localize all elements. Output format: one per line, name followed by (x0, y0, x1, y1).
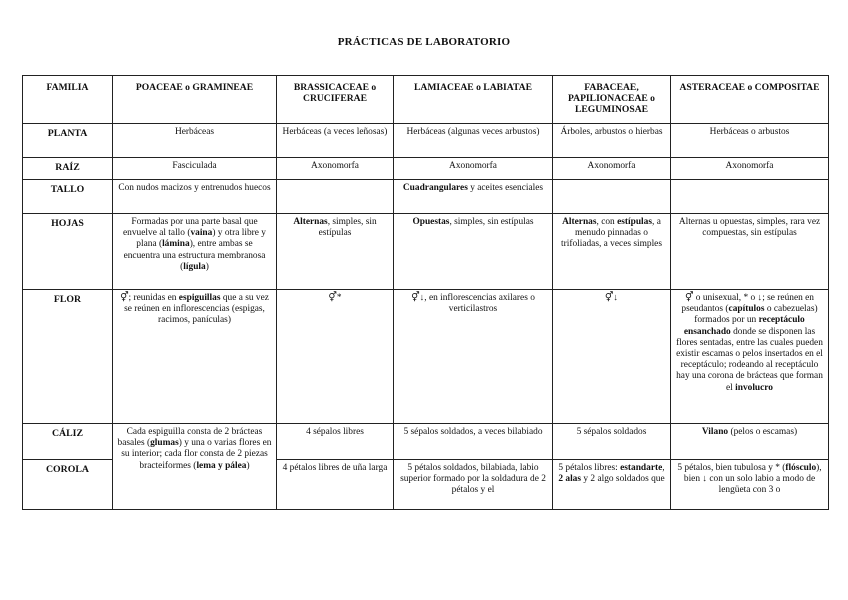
hojas-poaceae-text-1: Formadas por una parte basal que envuelve al tallo ( (123, 217, 258, 239)
row-caliz (23, 424, 829, 460)
cell-corola-lamiaceae: 5 pétalos soldados, bilabiada, labio superior formado por la soldadura de 2 pétalos y el (394, 460, 553, 510)
row-flor (23, 290, 829, 424)
cell-hojas-lamiaceae (394, 214, 553, 290)
flor-asteraceae-text-3: donde se disponen las flores sentadas, entre las cuales pueden existir escamas o pelos insertados en el receptáculo; rodeando al receptáculo hay una corona de brácteas que forman el (676, 326, 823, 393)
corola-asteraceae-text-2: ), bien ↓ con un solo labio a modo de lengüeta con 3 o (683, 463, 822, 496)
cell-tallo-poaceae: Con nudos macizos y entrenudos huecos (113, 180, 277, 214)
header-brassicaceae: BRASSICACEAE o CRUCIFERAE (277, 76, 394, 124)
row-label-planta: PLANTA (23, 124, 113, 158)
cell-caliz-lamiaceae: 5 sépalos soldados, a veces bilabiado (394, 424, 553, 460)
header-fabaceae: FABACEAE, PAPILIONACEAE o LEGUMINOSAE (553, 76, 671, 124)
header-familia: FAMILIA (23, 76, 113, 124)
hojas-lamiaceae-bold: Opuestas (412, 217, 450, 227)
cell-tallo-brassicaceae (277, 180, 394, 214)
flor-asteraceae-bold-2: receptáculo ensanchado (683, 315, 805, 337)
cell-tallo-lamiaceae (394, 180, 553, 214)
row-raiz (23, 158, 829, 180)
cell-raiz-lamiaceae: Axonomorfa (394, 158, 553, 180)
corola-fabaceae-text-1: 5 pétalos libres: (558, 463, 621, 473)
flor-poaceae-bold-1: espiguillas (178, 293, 221, 303)
cell-planta-lamiaceae: Herbáceas (algunas veces arbustos) (394, 124, 553, 158)
hojas-fabaceae-text-2: , a menudo pinnadas o trifoliadas, a veces simples (560, 217, 662, 250)
hojas-poaceae-text-4: ) (205, 261, 209, 272)
cell-hojas-brassicaceae (277, 214, 394, 290)
cell-hojas-fabaceae (553, 214, 671, 290)
cell-tallo-fabaceae (553, 180, 671, 214)
hojas-poaceae-bold-3: lígula (183, 261, 206, 272)
hojas-poaceae-text-3: ), entre ambas se encuentra una estructura membranosa ( (123, 239, 266, 272)
caliz-poaceae-text-1: Cada espiguilla consta de 2 brácteas basales ( (117, 427, 263, 449)
row-label-corola: COROLA (23, 460, 113, 510)
corola-fabaceae-text-2: , (662, 463, 665, 473)
cell-planta-asteraceae: Herbáceas o arbustos (671, 124, 829, 158)
tallo-lamiaceae-text: y aceites esenciales (467, 183, 544, 193)
flor-asteraceae-bold-1: capítulos (728, 304, 765, 315)
row-planta (23, 124, 829, 158)
cell-hojas-poaceae (113, 214, 277, 290)
cell-hojas-asteraceae: Alternas u opuestas, simples, rara vez compuestas, sin estípulas (671, 214, 829, 290)
cell-caliz-brassicaceae: 4 sépalos libres (277, 424, 394, 460)
caliz-poaceae-text-3: ) (246, 460, 250, 471)
row-label-hojas: HOJAS (23, 214, 113, 290)
page-title: PRÁCTICAS DE LABORATORIO (337, 36, 511, 48)
cell-raiz-fabaceae: Axonomorfa (553, 158, 671, 180)
header-asteraceae: ASTERACEAE o COMPOSITAE (671, 76, 829, 124)
hojas-fabaceae-bold-1: Alternas (562, 217, 597, 227)
flor-asteraceae-bold-3: involucro (735, 382, 773, 393)
hojas-lamiaceae-text: , simples, sin estípulas (449, 217, 534, 227)
hojas-brassicaceae-text: , simples, sin estípulas (318, 217, 377, 239)
cell-planta-fabaceae: Árboles, arbustos o hierbas (553, 124, 671, 158)
hojas-poaceae-text-2: ) y otra libre y plana ( (136, 228, 266, 250)
cell-corola-fabaceae (553, 460, 671, 510)
tallo-lamiaceae-bold: Cuadrangulares (402, 183, 468, 193)
cell-caliz-fabaceae: 5 sépalos soldados (553, 424, 671, 460)
cell-flor-fabaceae: ⚥↓ (553, 290, 671, 424)
header-poaceae: POACEAE o GRAMINEAE (113, 76, 277, 124)
cell-raiz-asteraceae: Axonomorfa (671, 158, 829, 180)
corola-asteraceae-text-1: 5 pétalos, bien tubulosa y * ( (677, 463, 786, 473)
caliz-poaceae-text-2: ) y una o varias flores en su interior; cada flor consta de 2 piezas bracteiformes ( (121, 438, 272, 471)
cell-caliz-asteraceae (671, 424, 829, 460)
flor-asteraceae-text-1: ⚥ o unisexual, * o ↓; se reúnen en pseudantos ( (681, 293, 814, 315)
row-hojas (23, 214, 829, 290)
flor-poaceae-text-1: ⚥; reunidas en (120, 293, 179, 303)
corola-fabaceae-text-3: y 2 algo soldados que (581, 474, 665, 485)
cell-planta-brassicaceae: Herbáceas (a veces leñosas) (277, 124, 394, 158)
hojas-poaceae-bold-2: lámina (162, 239, 190, 250)
cell-tallo-asteraceae (671, 180, 829, 214)
cell-flor-lamiaceae: ⚥↓, en inflorescencias axilares o verticilastros (394, 290, 553, 424)
caliz-asteraceae-bold: Vilano (701, 427, 729, 437)
corola-asteraceae-bold-1: flósculo (785, 463, 817, 473)
cell-raiz-brassicaceae: Axonomorfa (277, 158, 394, 180)
cell-corola-brassicaceae: 4 pétalos libres de uña larga (277, 460, 394, 510)
flor-asteraceae-text-2: o cabezuelas) formados por un (694, 304, 818, 326)
cell-flor-asteraceae (671, 290, 829, 424)
families-table (22, 75, 829, 510)
caliz-poaceae-bold-2: lema y pálea (196, 460, 247, 471)
hojas-fabaceae-bold-2: estípulas (617, 217, 652, 227)
corola-fabaceae-bold-2: 2 alas (558, 474, 582, 485)
hojas-poaceae-bold-1: vaina (190, 228, 213, 239)
row-tallo (23, 180, 829, 214)
row-label-caliz: CÁLIZ (23, 424, 113, 460)
caliz-asteraceae-text: (pelos o escamas) (728, 427, 798, 437)
row-label-tallo: TALLO (23, 180, 113, 214)
corola-fabaceae-bold-1: estandarte (620, 463, 663, 473)
cell-flor-poaceae (113, 290, 277, 424)
header-row (23, 76, 829, 124)
hojas-brassicaceae-bold: Alternas (293, 217, 328, 227)
cell-raiz-poaceae: Fasciculada (113, 158, 277, 180)
cell-planta-poaceae: Herbáceas (113, 124, 277, 158)
header-lamiaceae: LAMIACEAE o LABIATAE (394, 76, 553, 124)
hojas-fabaceae-text-1: , con (596, 217, 618, 227)
row-label-flor: FLOR (23, 290, 113, 424)
cell-flor-brassicaceae: ⚥* (277, 290, 394, 424)
caliz-poaceae-bold-1: glumas (150, 438, 179, 449)
row-label-raiz: RAÍZ (23, 158, 113, 180)
flor-poaceae-text-2: que a su vez se reúnen en inflorescencias (espigas, racimos, panículas) (124, 293, 269, 326)
cell-caliz-corola-poaceae (113, 424, 277, 510)
cell-corola-asteraceae (671, 460, 829, 510)
